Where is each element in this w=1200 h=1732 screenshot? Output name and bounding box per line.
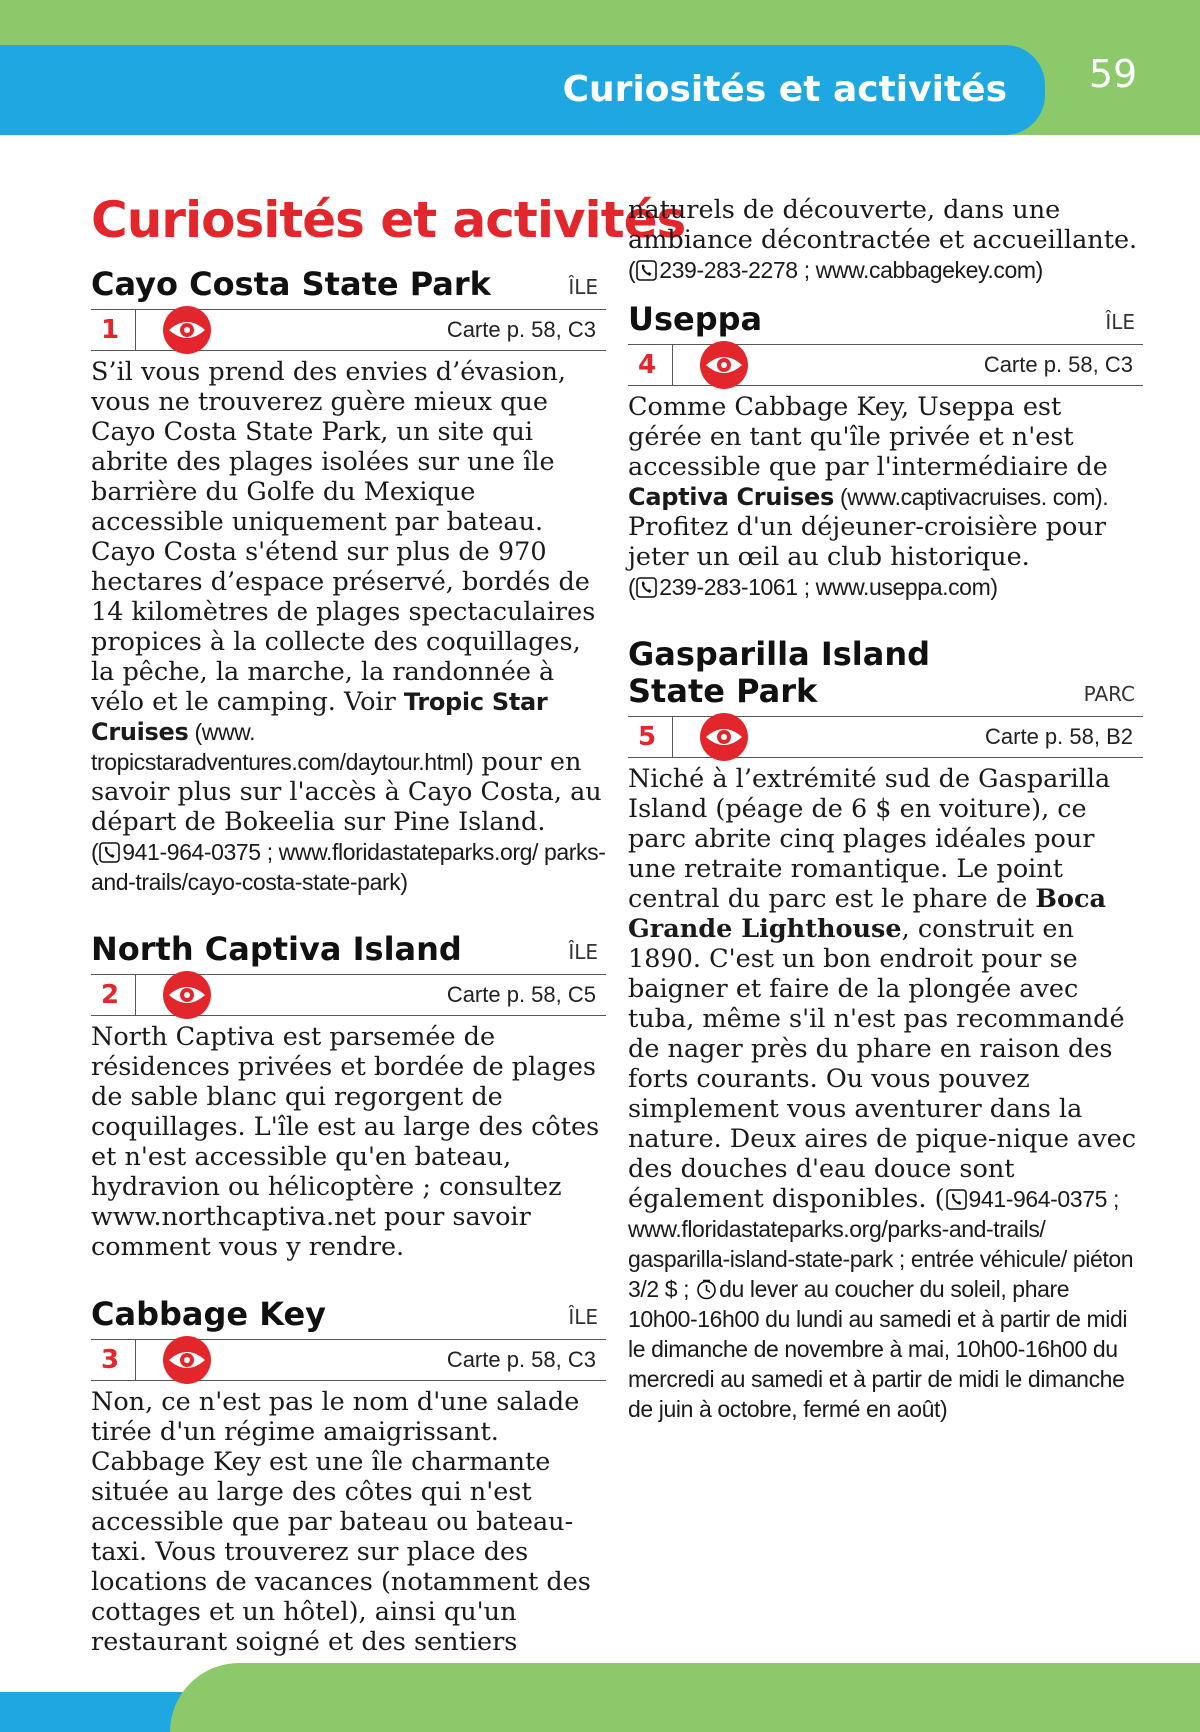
text-segment: Niché à l’extrémité sud de Gasparilla Island (péage de 6 $ en voiture), ce parc abrite cinq plages idéales pour une retraite romantique. Le point central du parc est le phare de: [628, 764, 1111, 914]
phone-number: 941-964-0375: [122, 839, 261, 865]
entry-type: ÎLE: [568, 275, 598, 299]
entry-name: [628, 636, 930, 710]
entry-name: Useppa: [628, 300, 763, 338]
left-column: [91, 190, 686, 1691]
entry-name-line: Gasparilla Island: [628, 635, 931, 673]
paren-open: (: [628, 257, 636, 283]
entry-meta: [91, 974, 606, 1016]
entry-type: ÎLE: [1105, 310, 1135, 334]
company-name: Tropic Star Cruises: [91, 688, 548, 746]
entry-description: [91, 357, 606, 897]
entry-type: ÎLE: [568, 1305, 598, 1329]
entry-description: [628, 392, 1143, 602]
website-text: ; www.useppa.com): [797, 574, 998, 600]
footer-green-band: [170, 1663, 1200, 1732]
map-reference: Carte p. 58, C3: [446, 317, 596, 342]
running-header: Curiosités et activités: [562, 69, 1007, 110]
phone-number: 239-283-2278: [659, 257, 798, 283]
entry-description: North Captiva est parsemée de résidences privées et bordée de plages de sable blanc qui regorgent de coquillages. L'île est au large des côtes et n'est accessible qu'en bateau, hydravion ou hélicoptère ; consultez www.northcaptiva.net pour savoir comment vous y rendre.: [91, 1022, 600, 1262]
paren-open: (: [628, 574, 636, 600]
entry-header: [628, 301, 1143, 338]
entry-header: [91, 266, 606, 303]
website-text: ; www.cabbagekey.com): [797, 257, 1043, 283]
eye-icon: [698, 339, 750, 391]
phone-number: 239-283-1061: [659, 574, 798, 600]
entry-gasparilla: [628, 636, 1143, 1424]
entry-description: Non, ce n'est pas le nom d'une salade tirée d'un régime amaigrissant. Cabbage Key est une île charmante située au large des côtes qui n'est accessible que par bateau ou bateau-taxi. Vous trouverez sur place des locations de vacances (notamment des cottages et un hôtel), ainsi qu'un restaurant soigné et des sentiers: [91, 1387, 591, 1657]
text-segment: S’il vous prend des envies d’évasion, vous ne trouverez guère mieux que Cayo Costa State Park, un site qui abrite des plages isolées sur une île barrière du Golfe du Mexique accessible uniquement par bateau. Cayo Costa s'étend sur plus de 970 hectares d’espace préservé, bordés de 14 kilomètres de plages spectaculaires propices à la collecte des coquillages, la pêche, la marche, la randonnée à vélo et le camping. Voir: [91, 357, 596, 717]
entry-number: 5: [628, 717, 673, 757]
eye-icon: [161, 304, 213, 356]
entry-type: ÎLE: [568, 940, 598, 964]
entry-number: 4: [628, 345, 673, 385]
entry-name: North Captiva Island: [91, 930, 462, 968]
map-reference: Carte p. 58, C5: [446, 982, 596, 1007]
text-segment: pour en savoir plus sur l'accès à Cayo Costa, au départ de Bokeelia sur Pine Island.: [91, 747, 602, 837]
opening-hours: du lever au coucher du soleil, phare 10h00-16h00 du lundi au samedi et à partir de midi le dimanche de novembre à mai, 10h00-16h00 du mercredi au samedi et à partir de midi le dimanche de juin à octobre, fermé en août): [628, 1276, 1128, 1422]
entry-meta: [91, 309, 606, 351]
entry-cayo-costa: [91, 266, 606, 897]
map-reference: Carte p. 58, C3: [446, 1347, 596, 1372]
entry-description: [628, 764, 1143, 1424]
map-reference: Carte p. 58, B2: [985, 724, 1133, 749]
website-text: (www. tropicstaradventures.com/daytour.html): [91, 719, 474, 775]
entry-number: 2: [91, 975, 136, 1015]
entry-name: Cayo Costa State Park: [91, 265, 491, 303]
phone-icon: [636, 577, 657, 598]
website-text: (www.captivacruises. com).: [834, 484, 1109, 510]
entry-meta: [628, 716, 1143, 758]
right-column: [628, 195, 1143, 1458]
phone-icon: [636, 260, 657, 281]
phone-number: 941-964-0375: [968, 1186, 1107, 1212]
text-segment: Comme Cabbage Key, Useppa est gérée en tant qu'île privée et n'est accessible que par l'intermédiaire de: [628, 392, 1108, 482]
entry-description-continued: [628, 195, 1143, 285]
page-number: 59: [1088, 52, 1138, 96]
phone-icon: [946, 1189, 967, 1210]
company-name: Captiva Cruises: [628, 483, 834, 511]
eye-icon: [698, 711, 750, 763]
website-text: ; www.floridastateparks.org/parks-and-trails/ gasparilla-island-state-park ; entrée véhicule/ piéton 3/2 $ ;: [628, 1186, 1134, 1302]
entry-cabbage-key: [91, 1296, 606, 1657]
paren-open: (: [91, 839, 99, 865]
entry-meta: [91, 1339, 606, 1381]
landmark-name: Boca Grande Lighthouse: [628, 884, 1107, 944]
text-segment: Profitez d'un déjeuner-croisière pour jeter un œil au club historique.: [628, 512, 1107, 572]
entry-north-captiva: [91, 931, 606, 1262]
entry-name-line: State Park: [628, 672, 818, 710]
eye-icon: [161, 1334, 213, 1386]
eye-icon: [161, 969, 213, 1021]
entry-number: 3: [91, 1340, 136, 1380]
entry-type: PARC: [1083, 682, 1135, 706]
entry-useppa: [628, 301, 1143, 602]
entry-header: [91, 931, 606, 968]
website-text: ; www.floridastateparks.org/ parks-and-trails/cayo-costa-state-park): [91, 839, 606, 895]
section-title: Curiosités et activités: [91, 191, 686, 249]
entry-header: [91, 1296, 606, 1333]
entry-meta: [628, 344, 1143, 386]
map-reference: Carte p. 58, C3: [983, 352, 1133, 377]
phone-icon: [99, 842, 120, 863]
entry-name: Cabbage Key: [91, 1295, 327, 1333]
clock-icon: [696, 1279, 717, 1300]
text-segment: naturels de découverte, dans une ambiance décontractée et accueillante.: [628, 195, 1138, 255]
entry-number: 1: [91, 310, 136, 350]
text-segment: , construit en 1890. C'est un bon endroit pour se baigner et faire de la plongée avec tuba, même s'il n'est pas recommandé de nager près du phare en raison des forts courants. Ou vous pouvez simplement vous aventurer dans la nature. Deux aires de pique-nique avec des douches d'eau douce sont également disponibles. (: [628, 914, 1137, 1214]
entry-header: [628, 636, 1143, 710]
